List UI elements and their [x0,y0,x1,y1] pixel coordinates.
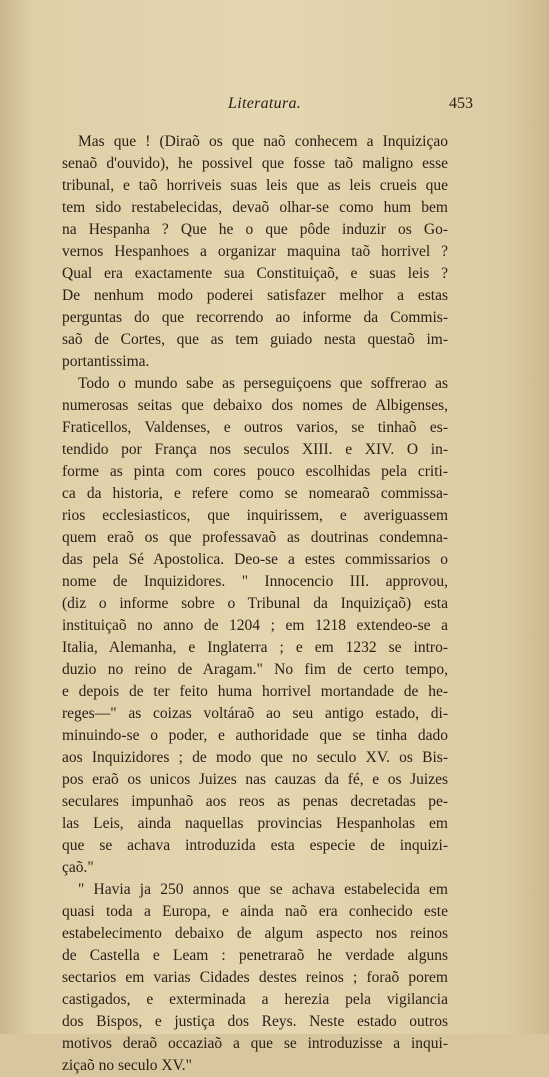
text-line: quasi toda a Europa, e ainda naõ era conhecido este [62,903,448,920]
text-line: portantissima. [62,353,150,370]
text-line: Italia, Alemanha, e Inglaterra ; e em 1232 se intro- [62,639,448,656]
text-line: ca da historia, e refere como se nomearaõ commissa- [62,485,448,502]
text-line: tendido por França nos seculos XIII. e XIV. O in- [62,441,448,458]
text-line: estabelecimento debaixo de algum aspecto nos reinos [62,925,448,942]
text-line: Todo o mundo sabe as perseguiçoens que soffrerao as [78,375,448,392]
text-line: (diz o informe sobre o Tribunal da Inquiziçaõ) esta [62,595,448,612]
text-line: castigados, e exterminada a herezia pela vigilancia [62,991,448,1008]
body-text [62,131,448,1077]
text-line: saõ de Cortes, que as tem guiado nesta questaõ im- [62,331,448,348]
text-line: reges—" as coizas voltáraõ ao seu antigo estado, di- [62,705,448,722]
text-line: Qual era exactamente sua Constituiçaõ, e suas leis ? [62,265,448,282]
text-line: De nenhum modo poderei satisfazer melhor a estas [62,287,448,304]
text-line: tribunal, e taõ horriveis suas leis que as leis crueis que [62,177,448,194]
text-line: motivos deraõ occaziaõ a que se introduzisse a inqui- [62,1035,448,1052]
text-line: e depois de ter feito huma horrivel mortandade de he- [62,683,448,700]
text-line: dos Bispos, e justiça dos Reys. Neste estado outros [62,1013,448,1030]
text-line: senaõ d'ouvido), he possivel que fosse taõ maligno esse [62,155,448,172]
text-line: rios ecclesiasticos, que inquirissem, e averiguassem [62,507,448,524]
text-line: nome de Inquizidores. " Innocencio III. approvou, [62,573,448,590]
text-line: Fraticellos, Valdenses, e outros varios, se tinhaõ es- [62,419,448,436]
running-head: Literatura. [228,95,302,112]
text-line: de Castella e Leam : penetraraõ he verdade alguns [62,947,448,964]
text-line: que se achava introduzida esta especie de inquizi- [62,837,448,854]
text-line: forme as pinta com cores pouco escolhidas pela criti- [62,463,448,480]
text-line: pos eraõ os unicos Juizes nas cauzas da fé, e os Juizes [62,771,448,788]
text-line: instituiçaõ no anno de 1204 ; em 1218 extendeo-se a [62,617,448,634]
text-line: ziçaõ no seculo XV." [62,1057,193,1074]
text-line: vernos Hespanhoes a organizar maquina taõ horrivel ? [62,243,448,260]
text-line: das pela Sé Apostolica. Deo-se a estes commissarios o [62,551,448,568]
text-line: " Havia ja 250 annos que se achava estabelecida em [78,881,448,898]
text-line: aos Inquizidores ; de modo que no seculo XV. os Bis- [62,749,448,766]
text-line: duzio no reino de Aragam." No fim de certo tempo, [62,661,448,678]
text-line: tem sido restabelecidas, devaõ olhar-se como hum bem [62,199,448,216]
text-line: sectarios em varias Cidades destes reinos ; foraõ porem [62,969,448,986]
text-line: minuindo-se o poder, e authoridade que se tinha dado [62,727,448,744]
paragraph-2 [62,373,448,879]
text-line: Mas que ! (Diraõ os que naõ conhecem a Inquiziçao [78,133,448,150]
text-line: perguntas do que recorrendo ao informe da Commis- [62,309,448,326]
page-number: 453 [449,95,473,112]
text-line: seculares impunhaõ aos reos as penas decretadas pe- [62,793,448,810]
text-line: numerosas seitas que debaixo dos nomes de Albigenses, [62,397,448,414]
page-header [0,95,549,119]
text-line: na Hespanha ? Que he o que pôde induzir os Go- [62,221,448,238]
text-line: quem eraõ os que professavaõ as doutrinas condemna- [62,529,448,546]
text-line: çaõ." [62,859,94,876]
paragraph-1 [62,131,448,373]
paragraph-3 [62,879,448,1077]
text-line: las Leis, ainda naquellas provincias Hespanholas em [62,815,448,832]
